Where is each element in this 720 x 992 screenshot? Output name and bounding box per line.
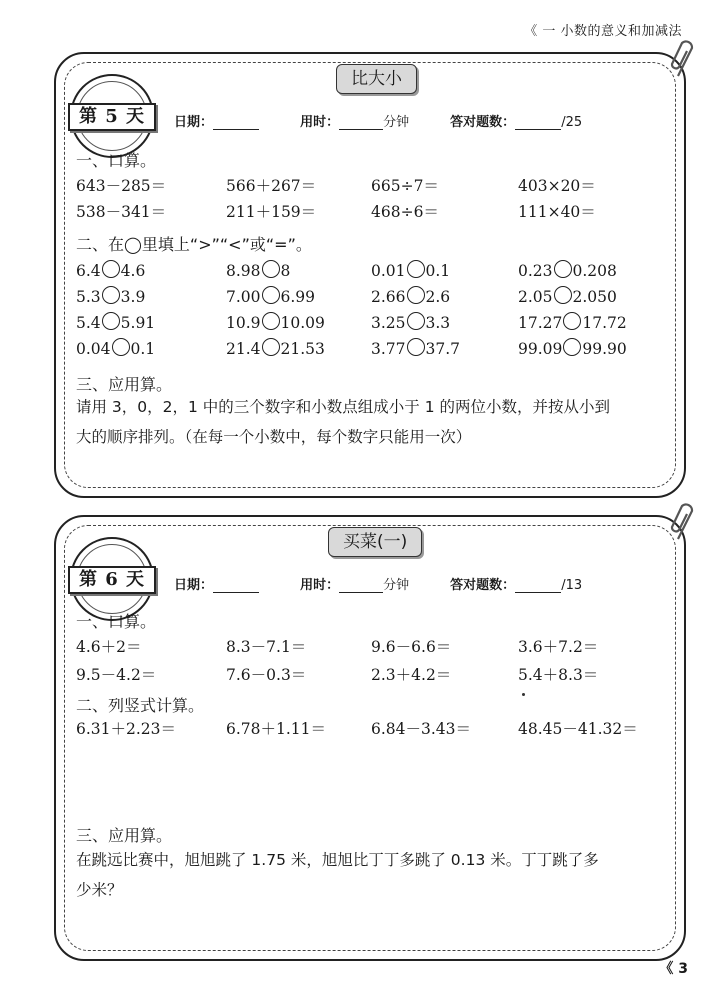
problem: 6.31＋2.23＝ (76, 720, 177, 738)
day6-s2-row (76, 717, 676, 741)
compare-right: 3.3 (425, 314, 451, 332)
time-unit: 分钟 (383, 578, 410, 593)
answer-circle[interactable] (407, 338, 425, 356)
answer-circle[interactable] (554, 260, 572, 278)
compare-item (76, 260, 145, 280)
day5-word-problem (76, 392, 672, 452)
score-label: 答对题数： (450, 578, 516, 593)
answer-circle[interactable] (563, 338, 581, 356)
score-total: /25 (561, 115, 583, 130)
day6-word-problem (76, 845, 672, 905)
day5-meta-row (174, 111, 582, 130)
problem: 7.6－0.3＝ (226, 666, 307, 684)
problem: 665÷7＝ (371, 177, 439, 195)
compare-left: 0.04 (76, 340, 111, 358)
compare-right: 37.7 (425, 340, 461, 358)
problem: 8.3－7.1＝ (226, 638, 307, 656)
compare-right: 3.9 (120, 288, 146, 306)
time-unit: 分钟 (383, 115, 410, 130)
paperclip-icon (668, 40, 698, 80)
time-label: 用时： (300, 115, 340, 130)
problem: 5.4＋8.3＝ (518, 666, 599, 684)
compare-row (76, 312, 676, 336)
day6-section2-title: 二、列竖式计算。 (76, 696, 205, 715)
problem: 468÷6＝ (371, 203, 439, 221)
problem: 566＋267＝ (226, 177, 317, 195)
day6-title: 买菜(一) (328, 527, 422, 557)
day6-section1-title: 一、口算。 (76, 612, 157, 631)
answer-circle[interactable] (563, 312, 581, 330)
day6-card (54, 515, 686, 961)
compare-item (76, 338, 155, 358)
compare-item (76, 286, 145, 306)
compare-row (76, 260, 676, 284)
date-field[interactable] (213, 578, 259, 593)
answer-circle[interactable] (102, 312, 120, 330)
score-field[interactable] (515, 578, 561, 593)
day5-badge-label: 第 5 天 (68, 103, 156, 131)
day6-s1-row (76, 635, 676, 659)
compare-item (226, 260, 290, 280)
compare-item (226, 338, 325, 358)
compare-item (76, 312, 155, 332)
compare-right: 0.208 (572, 262, 617, 280)
compare-right: 6.99 (280, 288, 316, 306)
compare-right: 10.09 (280, 314, 325, 332)
compare-item (518, 260, 617, 280)
compare-left: 3.77 (371, 340, 406, 358)
page-header: 《 一 小数的意义和加减法 (524, 24, 682, 39)
compare-left: 2.66 (371, 288, 406, 306)
problem: 6.84－3.43＝ (371, 720, 472, 738)
problem: 643－285＝ (76, 177, 167, 195)
day5-section1-title: 一、口算。 (76, 151, 157, 170)
answer-circle[interactable] (262, 338, 280, 356)
day5-section3-title: 三、应用算。 (76, 375, 173, 394)
answer-circle[interactable] (407, 286, 425, 304)
score-total: /13 (561, 578, 583, 593)
date-field[interactable] (213, 115, 259, 130)
answer-circle[interactable] (102, 260, 120, 278)
compare-left: 2.05 (518, 288, 553, 306)
answer-circle[interactable] (262, 286, 280, 304)
score-field[interactable] (515, 115, 561, 130)
time-label: 用时： (300, 578, 340, 593)
word-problem-line: 少米？ (76, 881, 123, 899)
compare-left: 7.00 (226, 288, 261, 306)
day5-card (54, 52, 686, 498)
problem: 2.3＋4.2＝ (371, 666, 452, 684)
problem: 48.45－41.32＝ (518, 720, 638, 738)
compare-left: 5.3 (76, 288, 101, 306)
compare-item (226, 286, 315, 306)
day5-section2-title: 二、在◯里填上“>”“<”或“=”。 (76, 235, 312, 254)
score-label: 答对题数： (450, 115, 516, 130)
answer-circle[interactable] (407, 312, 425, 330)
problem: 9.5－4.2＝ (76, 666, 157, 684)
compare-left: 0.01 (371, 262, 406, 280)
compare-left: 3.25 (371, 314, 406, 332)
compare-item (226, 312, 325, 332)
day6-section3-title: 三、应用算。 (76, 826, 173, 845)
compare-left: 5.4 (76, 314, 101, 332)
compare-item (371, 286, 450, 306)
compare-right: 21.53 (280, 340, 325, 358)
compare-left: 10.9 (226, 314, 261, 332)
answer-circle[interactable] (112, 338, 130, 356)
answer-circle[interactable] (554, 286, 572, 304)
word-problem-line: 大的顺序排列。（在每一个小数中，每个数字只能用一次） (76, 428, 472, 446)
answer-circle[interactable] (262, 312, 280, 330)
compare-right: 4.6 (120, 262, 146, 280)
compare-left: 0.23 (518, 262, 553, 280)
compare-left: 21.4 (226, 340, 261, 358)
stray-mark (522, 693, 525, 696)
word-problem-line: 请用 3，0，2，1 中的三个数字和小数点组成小于 1 的两位小数，并按从小到 (76, 398, 611, 416)
day6-badge-label: 第 6 天 (68, 566, 156, 594)
compare-item (371, 312, 450, 332)
date-label: 日期： (174, 115, 214, 130)
compare-right: 99.90 (582, 340, 627, 358)
time-field[interactable] (339, 578, 383, 593)
word-problem-line: 在跳远比赛中，旭旭跳了 1.75 米，旭旭比丁丁多跳了 0.13 米。丁丁跳了多 (76, 851, 599, 869)
compare-right: 17.72 (582, 314, 627, 332)
day6-s1-row (76, 663, 676, 687)
date-label: 日期： (174, 578, 214, 593)
page-footer: 《 3 (659, 961, 688, 977)
answer-circle[interactable] (102, 286, 120, 304)
compare-left: 6.4 (76, 262, 101, 280)
day5-title: 比大小 (336, 64, 417, 94)
problem: 211＋159＝ (226, 203, 317, 221)
day5-s1-row (76, 174, 676, 198)
compare-right: 2.050 (572, 288, 617, 306)
problem: 403×20＝ (518, 177, 596, 195)
problem: 6.78＋1.11＝ (226, 720, 327, 738)
compare-item (518, 286, 617, 306)
compare-left: 8.98 (226, 262, 261, 280)
compare-right: 0.1 (425, 262, 451, 280)
compare-right: 0.1 (130, 340, 156, 358)
problem: 4.6＋2＝ (76, 638, 142, 656)
answer-circle[interactable] (407, 260, 425, 278)
compare-row (76, 338, 676, 362)
problem: 9.6－6.6＝ (371, 638, 452, 656)
compare-left: 17.27 (518, 314, 563, 332)
compare-right: 2.6 (425, 288, 451, 306)
compare-right: 8 (280, 262, 291, 280)
compare-row (76, 286, 676, 310)
compare-item (371, 260, 450, 280)
time-field[interactable] (339, 115, 383, 130)
day5-badge (70, 74, 154, 158)
problem: 3.6＋7.2＝ (518, 638, 599, 656)
compare-item (518, 338, 627, 358)
compare-left: 99.09 (518, 340, 563, 358)
compare-right: 5.91 (120, 314, 156, 332)
day5-s1-row (76, 200, 676, 224)
paperclip-icon (668, 503, 698, 543)
answer-circle[interactable] (262, 260, 280, 278)
day6-meta-row (174, 574, 582, 593)
problem: 111×40＝ (518, 203, 596, 221)
compare-item (518, 312, 627, 332)
compare-item (371, 338, 460, 358)
problem: 538－341＝ (76, 203, 167, 221)
